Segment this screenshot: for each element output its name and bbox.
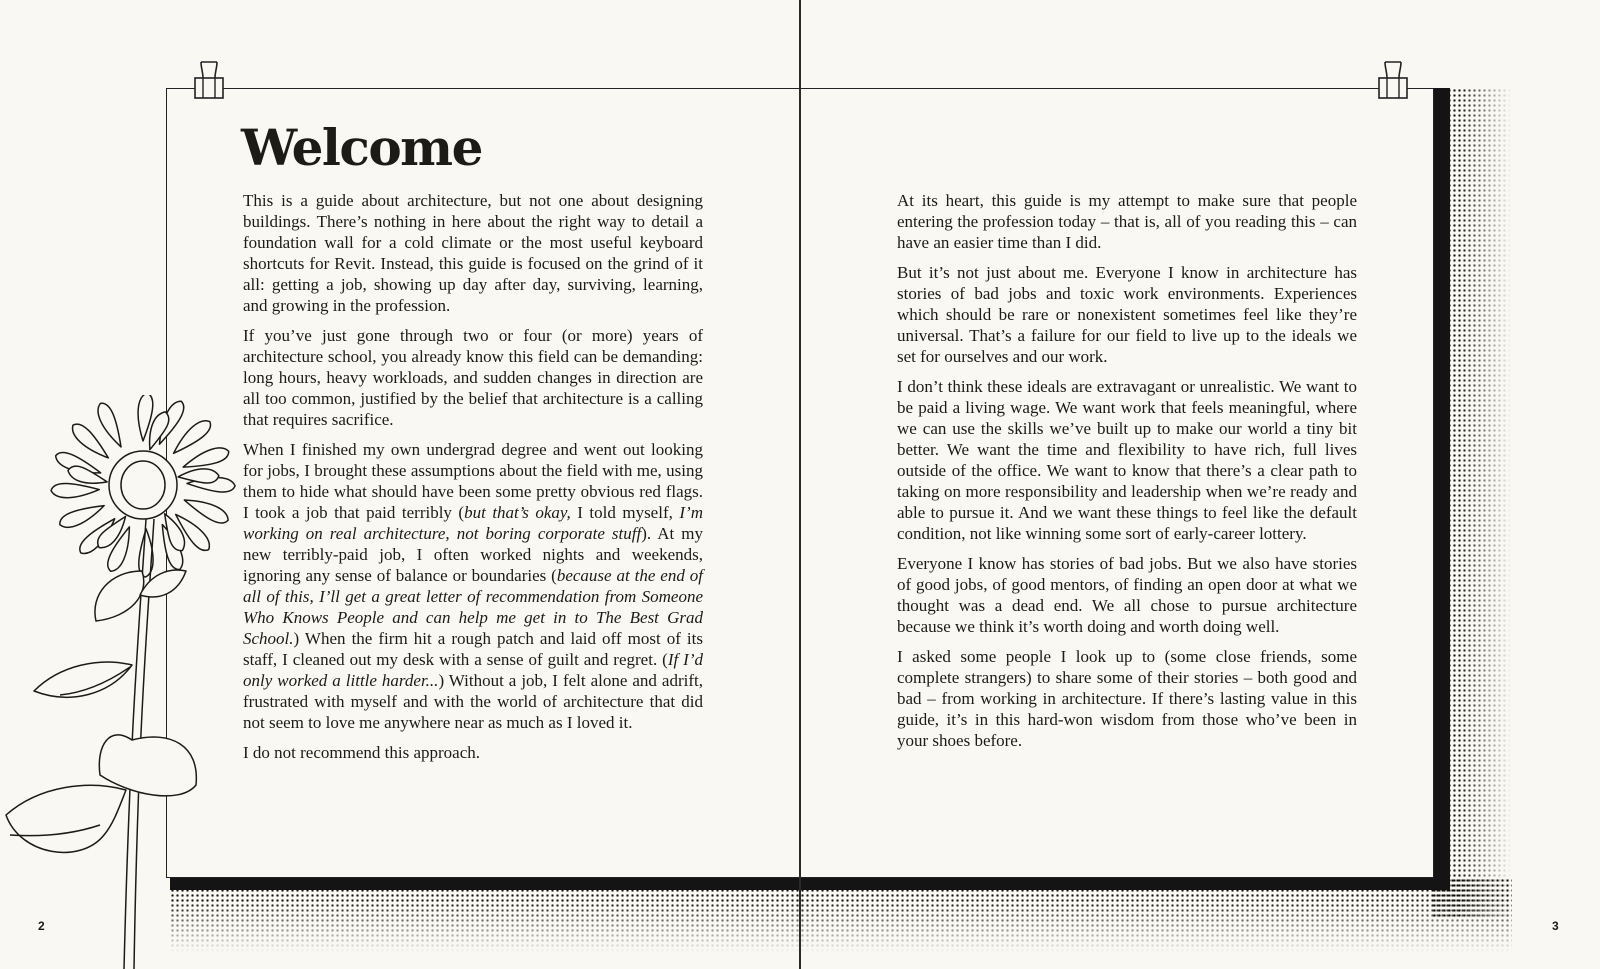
italic-text: I’m working on real architecture, not boring corporate stuff bbox=[243, 503, 703, 543]
text-run: I told myself, bbox=[570, 503, 680, 522]
body-paragraph bbox=[243, 325, 703, 430]
text-run: ) When the firm hit a rough patch and laid off most of its staff, I cleaned out my desk with a sense of guilt and regret. ( bbox=[243, 629, 703, 669]
left-page-body bbox=[243, 190, 703, 772]
text-run: I asked some people I look up to (some close friends, some complete strangers) to share some of their stories – both good and bad – from working in architecture. If there’s lasting value in this guide, it’s in this hard-won wisdom from those who’ve been in your shoes before. bbox=[897, 647, 1357, 750]
text-run: Everyone I know has stories of bad jobs. But we also have stories of good jobs, of good mentors, of finding an open door at what we thought was a dead end. We all chose to pursue architecture because we think it’s worth doing and worth doing well. bbox=[897, 554, 1357, 636]
binder-clip-icon bbox=[1373, 60, 1413, 102]
book-gutter bbox=[799, 0, 801, 969]
body-paragraph bbox=[897, 376, 1357, 544]
shadow-edge-bottom bbox=[170, 878, 1450, 890]
text-run: I don’t think these ideals are extravagant or unrealistic. We want to be paid a living wage. We want work that feels meaningful, where we can use the skills we’ve built up to make our world a tiny bit better. We want the time and flexibility to have rich, full lives outside of the office. We want to know that there’s a clear path to taking on more responsibility and leadership when we’re ready and able to pursue it. And we want these things to feel like the default condition, not like winning some sort of early-career lottery. bbox=[897, 377, 1357, 543]
page-number-right: 3 bbox=[1552, 919, 1559, 933]
text-run: This is a guide about architecture, but not one about designing buildings. There’s nothing in here about the right way to detail a foundation wall for a cold climate or the most useful keyboard shortcuts for Revit. Instead, this guide is focused on the grind of it all: getting a job, showing up day after day, surviving, learning, and growing in the profession. bbox=[243, 191, 703, 315]
body-paragraph bbox=[897, 646, 1357, 751]
text-run: But it’s not just about me. Everyone I know in architecture has stories of bad jobs and toxic work environments. Experiences which should be rare or nonexistent sometimes feel like they’re universal. That’s a failure for our field to live up to the ideals we set for ourselves and our work. bbox=[897, 263, 1357, 366]
text-run: If you’ve just gone through two or four (or more) years of architecture school, you already know this field can be demanding: long hours, heavy workloads, and sudden changes in direction are all too common, justified by the belief that architecture is a calling that requires sacrifice. bbox=[243, 326, 703, 429]
body-paragraph bbox=[243, 742, 703, 763]
binder-clip-icon bbox=[189, 60, 229, 102]
body-paragraph bbox=[243, 190, 703, 316]
italic-text: but that’s okay, bbox=[464, 503, 571, 522]
body-paragraph bbox=[897, 553, 1357, 637]
page-number-left: 2 bbox=[38, 919, 45, 933]
body-paragraph bbox=[897, 262, 1357, 367]
body-paragraph bbox=[243, 439, 703, 733]
text-run: ). At my new terribly-paid job, I often worked nights and weekends, ignoring any sense of balance or boundaries ( bbox=[243, 524, 703, 585]
shadow-edge-right bbox=[1432, 88, 1450, 878]
text-run: ) Without a job, I felt alone and adrift, frustrated with myself and with the world of architecture that did not seem to love me anywhere near as much as I loved it. bbox=[243, 671, 703, 732]
text-run: At its heart, this guide is my attempt to make sure that people entering the profession today – that is, all of you reading this – can have an easier time than I did. bbox=[897, 191, 1357, 252]
text-run: When I finished my own undergrad degree and went out looking for jobs, I brought these assumptions about the field with me, using them to hide what should have been some pretty obvious red flags. I took a job that paid terribly ( bbox=[243, 440, 703, 522]
text-run: I do not recommend this approach. bbox=[243, 743, 480, 762]
right-page-body bbox=[897, 190, 1357, 760]
sunflower-illustration bbox=[0, 395, 240, 969]
italic-text: If I’d only worked a little harder... bbox=[243, 650, 703, 690]
page-title: Welcome bbox=[241, 118, 482, 177]
italic-text: because at the end of all of this, I’ll get a great letter of recommendation from Someone Who Knows People and can help me get in to The Best Grad School. bbox=[243, 566, 703, 648]
body-paragraph bbox=[897, 190, 1357, 253]
